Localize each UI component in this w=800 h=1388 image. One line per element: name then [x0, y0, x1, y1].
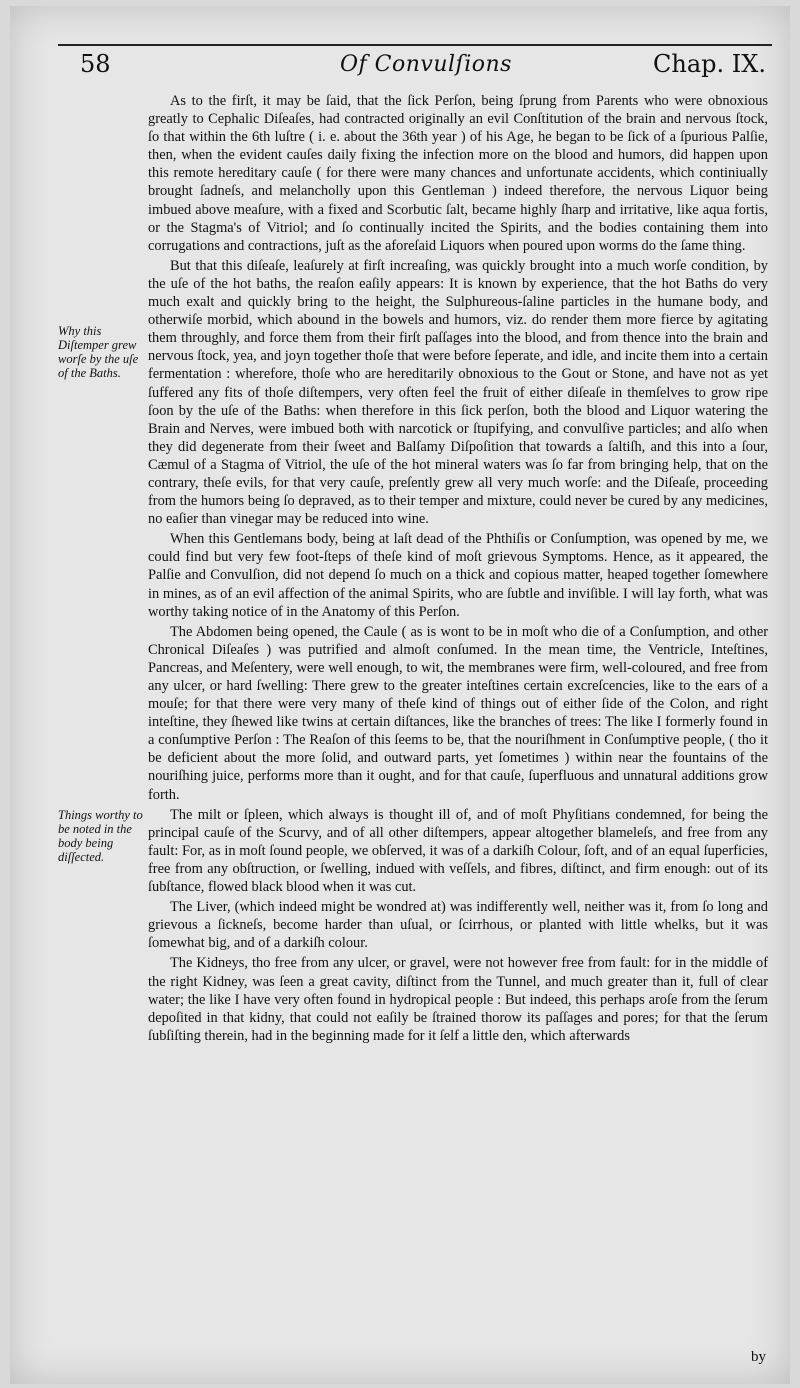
margin-note-baths: Why this Diſtemper grew worſe by the uſe of the Baths.	[58, 324, 139, 380]
chapter-label: Chap. IX.	[653, 50, 766, 78]
paragraph: But that this diſeaſe, leaſurely at firſt increaſing, was quickly brought into a much worſe condition, by the uſe of the hot baths, the reaſon eaſily appears: It is known by experience, that the hot Baths do very much exalt and quickly bring to the height, the Sulphureous-ſaline particles in the humane body, and otherwiſe morbid, which abound in the bowels and humors, viz. do render them more fierce by agitating them throughly, and force them from their firſt paſſages into the blood, and from thence into the brain and nervous ſtock, yea, and joyn together thoſe that were before ſeperate, and idle, and incite them into a certain fermentation : wherefore, thoſe who are hereditarily obnoxious to the Gout or Stone, and have not as yet ſuffered any fits of thoſe diſtempers, very often feel the fruit of either diſeaſe in themſelves to grow ripe ſoon by the uſe of the Baths: when therefore in this ſick perſon, both the blood and Liquor watering the Brain and Nerves, were imbued both with narcotick or ſtupifying, and convulſive particles; and alſo when they did degenerate from their ſweet and Balſamy Diſpoſition that towards a ſaltiſh, and this into a ſour, Cæmul of a Stagma of Vitriol, the uſe of the hot mineral waters was ſo far from bringing help, that on the contrary, theſe evils, for that very cauſe, preſently grew all very much worſe: and the Diſeaſe, proceeding from the humors being ſo depraved, as to their temper and mixture, could never be cured by any medicines, no eaſier than vinegar may be reduced into wine.	[148, 257, 768, 528]
running-title: Of Convulſions	[340, 52, 512, 77]
margin-note-dissection: Things worthy to be noted in the body being diſſected.	[58, 808, 143, 864]
paragraph: The milt or ſpleen, which always is thought ill of, and of moſt Phyſitians condemned, for being the principal cauſe of the Scurvy, and of all other diſtempers, appear altogether blameleſs, and free from any fault: For, as in moſt ſound people, we obſerved, it was of a darkiſh Colour, ſoft, and of an equal ſuperficies, free from any obſtruction, or ſwelling, indued with veſſels, and fibres, diſtinct, and firm enough: out of its ſubſtance, flowed black blood when it was cut.	[148, 806, 768, 896]
paragraph: When this Gentlemans body, being at laſt dead of the Phthiſis or Conſumption, was opened by me, we could find but very few foot-ſteps of theſe kind of moſt grievous Symptoms. Hence, as it appeared, the Palſie and Convulſion, did not depend ſo much on a thick and copious matter, heaped together ſomewhere in mines, as of an evil affection of the animal Spirits, who are ſubtle and inviſible. I will lay forth, what was worthy taking notice of in the Anatomy of this Perſon.	[148, 531, 768, 620]
book-page	[10, 6, 790, 1384]
catchword: by	[751, 1349, 766, 1365]
paragraph: The Abdomen being opened, the Caule ( as is wont to be in moſt who die of a Conſumption, and other Chronical Diſeaſes ) was putrified and almoſt conſumed. In the mean time, the Ventricle, Inteſtines, Pancreas, and Meſentery, were well enough, to wit, the membranes were firm, well-coloured, and free from any ulcer, or hard ſwelling: There grew to the greater inteſtines certain excreſcencies, like to the ears of a mouſe; for that there were very many of theſe kind of things out of either ſide of the Colon, and right inteſtine, they ſhewed like twins at certain diſtances, like the branches of trees: The like I formerly found in a conſumptive Perſon : The Reaſon of this ſeems to be, that the nouriſhment in Conſumptive people, ( tho it be deficient about the more ſolid, and outward parts, yet ſometimes ) within near the fountains of the nouriſhing juice, performs more than it ought, and for that cauſe, ſuperfluous and unnatural additions grow forth.	[148, 623, 768, 803]
paragraph: The Kidneys, tho free from any ulcer, or gravel, were not however free from fault: for in the middle of the right Kidney, was ſeen a great cavity, diſtinct from the Tunnel, and much greater than it, full of clear water; the like I have very often found in hydropical people : But indeed, this perhaps aroſe from the ſerum depoſited in that kidny, that could not eaſily be ſtrained thorow its paſſages and pores; for that the ſerum ſubſiſting therein, had in the beginning made for it ſelf a little den, which afterwards	[148, 955, 768, 1044]
body-text	[148, 92, 768, 1045]
paragraph: As to the firſt, it may be ſaid, that the ſick Perſon, being ſprung from Parents who were obnoxious greatly to Cephalic Diſeaſes, had contracted originally an evil Conſtitution of the brain and nervous ſtock, ſo that within the 6th luſtre ( i. e. about the 36th year ) of his Age, he began to be ſick of a ſpurious Palſie, then, when the evident cauſes daily fixing the infection more on the blood and humors, did happen upon this remote hereditary cauſe ( for there were many chances and unfortunate accidents, which continiually brought ſadneſs, and melancholly upon this Gentleman ) indeed therefore, the nervous Liquor being imbued above meaſure, with a fixed and Scorbutic ſalt, became highly ſharp and irritative, like aqua fortis, or the Stagma's of Vitriol; and ſo continually incited the Spirits, and the bodies containing them into corrugations and contractions, juſt as the aforeſaid Liquors when poured upon worms do the ſame thing.	[148, 93, 768, 254]
page-header	[10, 50, 790, 90]
header-rule	[58, 44, 772, 46]
page-number: 58	[80, 50, 111, 78]
paragraph: The Liver, (which indeed might be wondred at) was indifferently well, neither was it, from ſo long and grievous a ſickneſs, become harder than uſual, or ſcirrhous, or planted with little whelks, but it was ſomewhat big, and of a darkiſh colour.	[148, 899, 768, 952]
